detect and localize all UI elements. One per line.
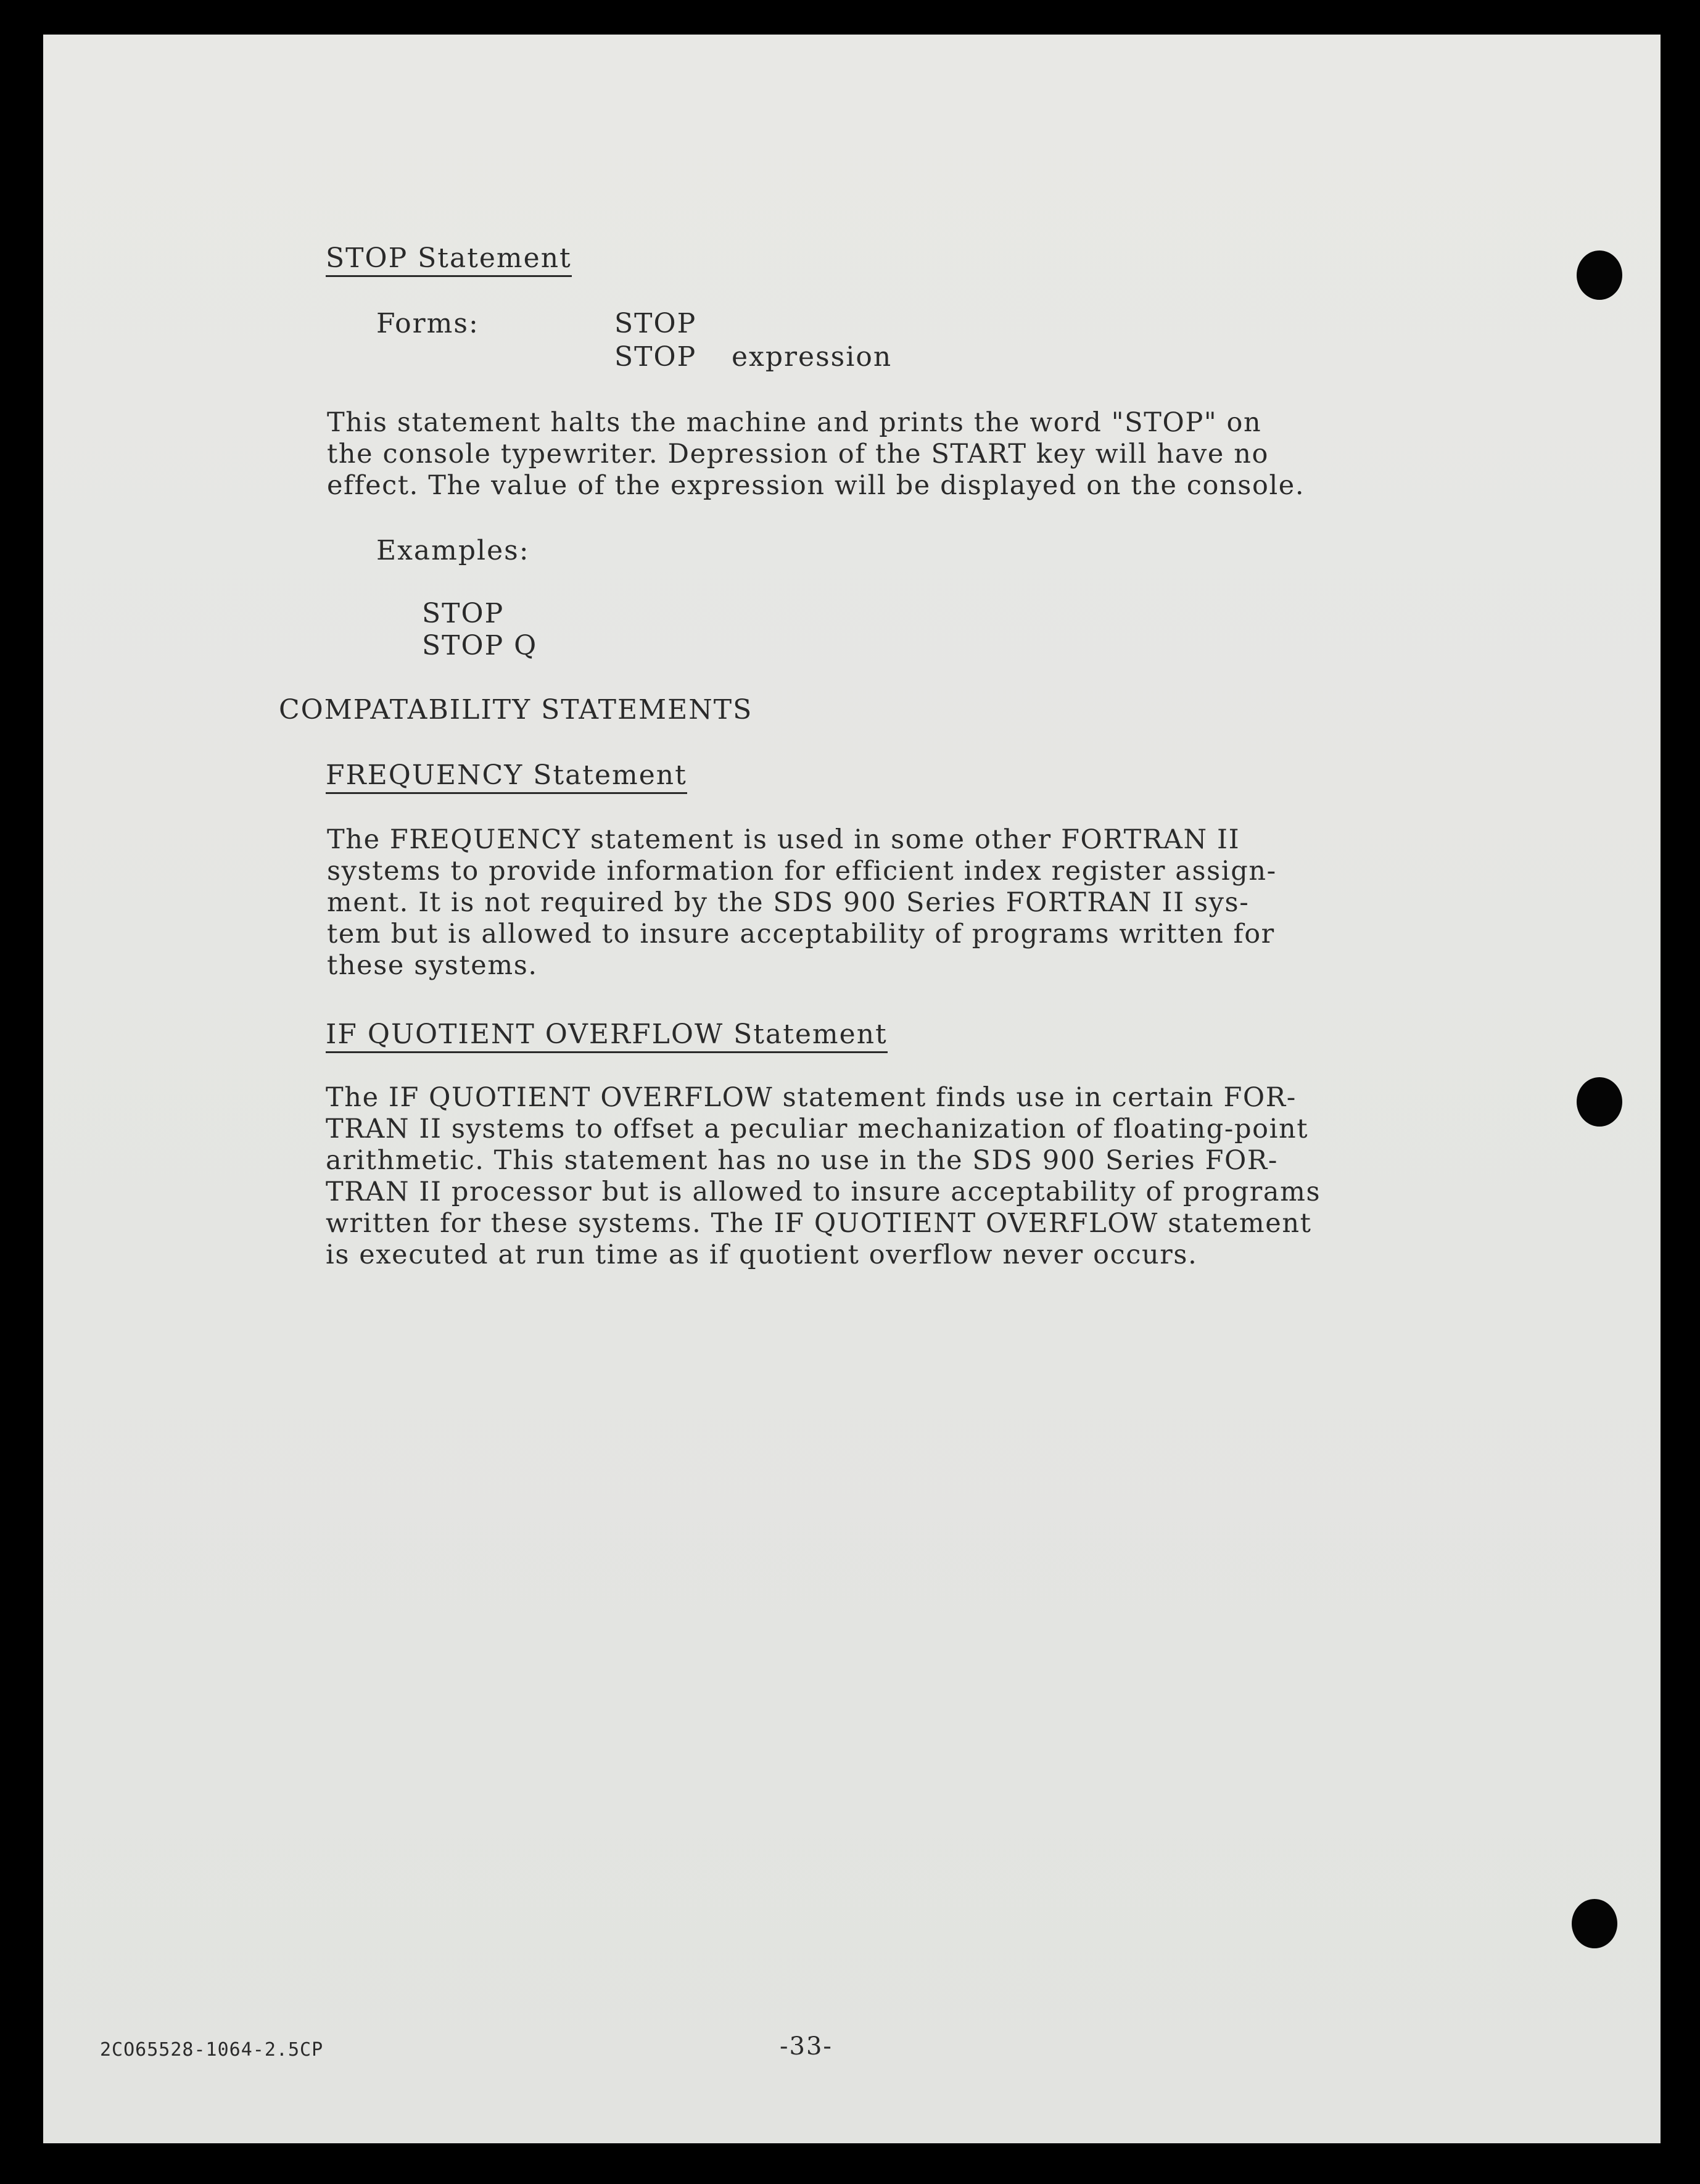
form-stop-keyword: STOP: [614, 341, 697, 373]
document-code: 2CO65528-1064-2.5CP: [100, 2039, 324, 2061]
paragraph-line: ment. It is not required by the SDS 900 Series FORTRAN II sys-: [327, 887, 1250, 918]
form-stop-expression: expression: [732, 341, 893, 373]
paragraph-line: The FREQUENCY statement is used in some other FORTRAN II: [327, 824, 1240, 855]
paragraph-line: The IF QUOTIENT OVERFLOW statement finds use in certain FOR-: [326, 1082, 1297, 1113]
forms-label: Forms:: [376, 308, 479, 339]
paragraph-line: arithmetic. This statement has no use in the SDS 900 Series FOR-: [326, 1145, 1279, 1176]
examples-label: Examples:: [376, 535, 530, 566]
paragraph-line: systems to provide information for efficient index register assign-: [327, 856, 1277, 887]
quotient-overflow-description: [326, 1082, 1321, 1271]
paragraph-line: effect. The value of the expression will be displayed on the console.: [327, 470, 1305, 501]
example-stop-q: STOP Q: [422, 630, 538, 661]
frequency-description: [327, 824, 1277, 982]
document-page: [43, 35, 1661, 2143]
frequency-statement-heading: FREQUENCY Statement: [326, 760, 687, 794]
paragraph-line: TRAN II systems to offset a peculiar mechanization of floating-point: [326, 1114, 1309, 1144]
paragraph-line: This statement halts the machine and prints the word "STOP" on: [327, 407, 1262, 438]
paragraph-line: written for these systems. The IF QUOTIENT OVERFLOW statement: [326, 1208, 1312, 1239]
binder-hole-middle: [1577, 1077, 1622, 1127]
compatability-statements-heading: COMPATABILITY STATEMENTS: [279, 694, 753, 726]
paragraph-line: the console typewriter. Depression of the START key will have no: [327, 439, 1269, 469]
binder-hole-bottom: [1572, 1899, 1617, 1948]
page-number: -33-: [780, 2032, 833, 2061]
stop-description: [327, 407, 1305, 502]
binder-hole-top: [1577, 250, 1622, 300]
quotient-overflow-heading: IF QUOTIENT OVERFLOW Statement: [326, 1019, 888, 1053]
paragraph-line: tem but is allowed to insure acceptability of programs written for: [327, 919, 1275, 949]
paragraph-line: these systems.: [327, 950, 538, 981]
example-stop: STOP: [422, 598, 505, 629]
paragraph-line: TRAN II processor but is allowed to insure acceptability of programs: [326, 1177, 1321, 1207]
paragraph-line: is executed at run time as if quotient overflow never occurs.: [326, 1239, 1198, 1270]
stop-statement-heading: STOP Statement: [326, 243, 572, 277]
form-stop: STOP: [614, 308, 697, 339]
